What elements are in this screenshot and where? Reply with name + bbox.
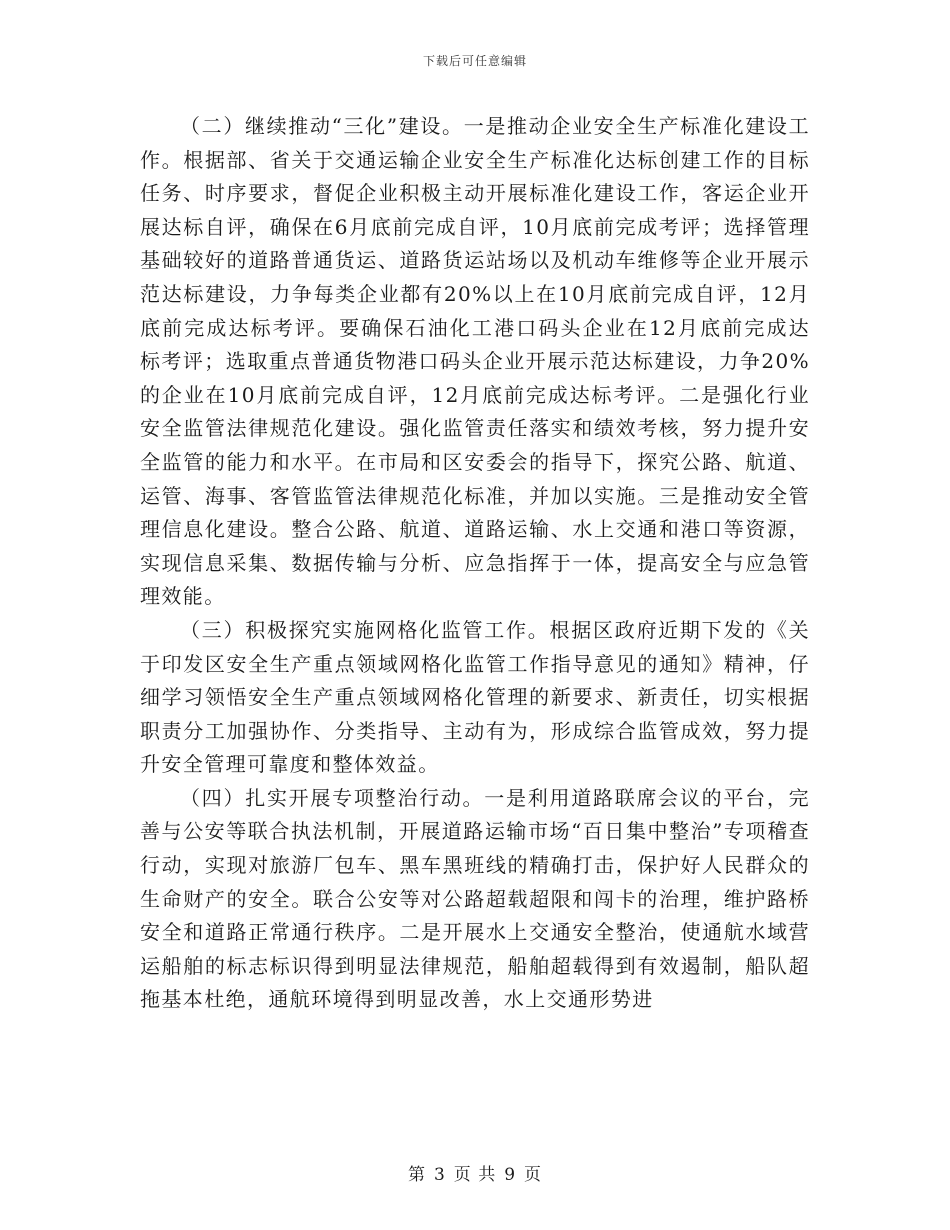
- paragraph-section-4: （四）扎实开展专项整治行动。一是利用道路联席会议的平台，完善与公安等联合执法机制，开展道路运输市场“百日集中整治”专项稽查行动，实现对旅游厂包车、黑车黑班线的精确打击，保护好人民群众的生命财产的安全。联合公安等对公路超载超限和闯卡的治理，维护路桥安全和道路正常通行秩序。二是开展水上交通安全整治，使通航水域营运船舶的标志标识得到明显法律规范，船舶超载得到有效遏制，船队超拖基本杜绝，通航环境得到明显改善，水上交通形势进: [140, 785, 810, 1012]
- paragraph-section-2: （二）继续推动“三化”建设。一是推动企业安全生产标准化建设工作。根据部、省关于交通运输企业安全生产标准化达标创建工作的目标任务、时序要求，督促企业积极主动开展标准化建设工作，客运企业开展达标自评，确保在6月底前完成自评，10月底前完成考评；选择管理基础较好的道路普通货运、道路货运站场以及机动车维修等企业开展示范达标建设，力争每类企业都有20%以上在10月底前完成自评，12月底前完成达标考评。要确保石油化工港口码头企业在12月底前完成达标考评；选取重点普通货物港口码头企业开展示范达标建设，力争20%的企业在10月底前完成自评，12月底前完成达标考评。二是强化行业安全监管法律规范化建设。强化监管责任落实和绩效考核，努力提升安全监管的能力和水平。在市局和区安委会的指导下，探究公路、航道、运管、海事、客管监管法律规范化标准，并加以实施。三是推动安全管理信息化建设。整合公路、航道、道路运输、水上交通和港口等资源，实现信息采集、数据传输与分析、应急指挥于一体，提高安全与应急管理效能。: [140, 114, 810, 609]
- total-page-count: 9: [504, 1165, 517, 1185]
- page-header: 下载后可任意编辑: [422, 54, 527, 68]
- footer-prefix: 第: [407, 1165, 426, 1185]
- footer-middle: 页 共: [453, 1165, 497, 1185]
- current-page-number: 3: [433, 1165, 446, 1185]
- page-footer: [0, 1160, 950, 1185]
- paragraph-section-3: （三）积极探究实施网格化监管工作。根据区政府近期下发的《关于印发区安全生产重点领域网格化监管工作指导意见的通知》精神，仔细学习领悟安全生产重点领域网格化管理的新要求、新责任，切实根据职责分工加强协作、分类指导、主动有为，形成综合监管成效，努力提升安全管理可靠度和整体效益。: [140, 617, 810, 777]
- footer-suffix: 页: [524, 1165, 543, 1185]
- document-body: [140, 110, 810, 1017]
